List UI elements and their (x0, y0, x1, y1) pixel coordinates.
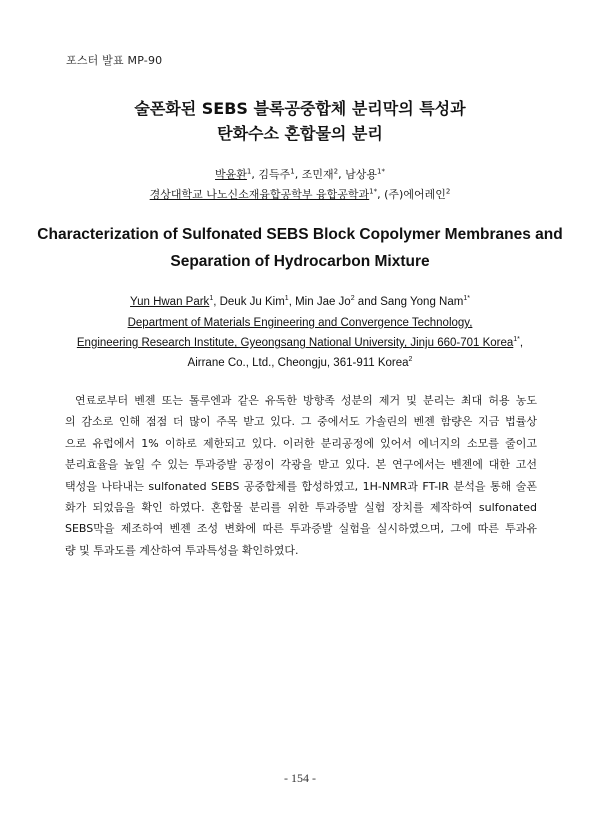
english-affiliation-line-1-text: Department of Materials Engineering and Convergence Technology, (127, 317, 473, 329)
english-author-1: Yun Hwan Park (130, 296, 210, 308)
korean-author-2: 김득주 (258, 168, 291, 181)
abstract-line: 으로 유럽에서 1% 이하로 제한되고 있다. 이러한 분리공정에 있어서 에너지의 소모를 줄이고 (65, 436, 537, 450)
abstract-paragraph (65, 390, 537, 561)
korean-author-3-sup: 2 (333, 167, 339, 176)
english-affiliation-line-3-sup: 2 (408, 356, 413, 364)
abstract-line: 택성을 나타내는 sulfonated SEBS 공중합체를 합성하였고, 1H-NMR과 FT-IR 분석을 통해 술폰 (65, 479, 537, 493)
abstract-line: 분리효율을 높일 수 있는 투과증발 공정이 각광을 받고 있다. 본 연구에서는 벤젠에 대한 고선 (65, 458, 537, 472)
page-number: - 154 - (284, 771, 316, 785)
abstract-line: 량 및 투과도를 계산하여 투과특성을 확인하였다. (65, 543, 299, 557)
korean-author-4: 남상용 (345, 168, 377, 181)
korean-affiliation-second: (주)에어레인 (384, 188, 446, 201)
korean-affiliation-second-sup: 2 (445, 187, 451, 196)
korean-author-1: 박윤환 (215, 168, 247, 181)
english-affiliation-line-2: Engineering Research Institute, Gyeongsang National University, Jinju 660-701 Korea$^{1*}$, (76, 336, 524, 349)
english-author-3-sup: 2 (350, 295, 355, 303)
english-affiliation-line-2-text: Engineering Research Institute, Gyeongsang National University, Jinju 660-701 Korea (76, 337, 514, 349)
korean-affiliation: 경상대학교 나노신소재융합공학부 융합공학과$^{1*}$, (주)에어레인$^2$ (149, 187, 451, 201)
english-author-2: Deuk Ju Kim (219, 296, 285, 308)
english-author-1-sup: 1 (209, 295, 214, 303)
english-authors: Yun Hwan Park$^1$, Deuk Ju Kim$^1$, Min Jae Jo$^2$ and Sang Yong Nam$^{1*}$ (130, 295, 470, 308)
korean-author-1-sup: 1 (246, 167, 252, 176)
abstract-line: 의 감소로 인해 점점 더 많이 주목 받고 있다. 그 중에서도 가솔린의 벤젠 함량은 지금 법률상 (65, 415, 537, 429)
korean-affiliation-main: 경상대학교 나노신소재융합공학부 융합공학과 (149, 188, 370, 201)
abstract-line: SEBS막을 제조하여 벤젠 조성 변화에 따른 투과증발 실험을 실시하였으며, 그에 따른 투과유 (65, 522, 537, 536)
korean-title-line-1: 술폰화된 SEBS 블록공중합체 분리막의 특성과 (134, 99, 466, 118)
session-label: 포스터 발표 MP-90 (66, 54, 163, 67)
korean-author-4-sup: 1* (377, 167, 385, 176)
korean-affiliation-main-sup: 1* (369, 187, 378, 196)
abstract-line: 화가 되었음을 확인 하였다. 혼합물 분리를 위한 투과증발 실험 장치를 제작하여 sulfonated (65, 500, 537, 514)
english-affiliation-line-2-sup: 1* (513, 336, 520, 344)
english-title-line-2: Separation of Hydrocarbon Mixture (170, 253, 430, 270)
english-author-4-sup: 1* (463, 295, 470, 303)
korean-title-line-2: 탄화수소 혼합물의 분리 (217, 124, 383, 143)
korean-authors: 박윤환$^1$, 김득주$^1$, 조민재$^2$, 남상용$^{1*}$ (215, 167, 385, 181)
english-affiliation-line-1 (0, 317, 600, 329)
english-affiliation-line-3 (0, 357, 600, 369)
korean-author-3: 조민재 (301, 168, 334, 181)
english-author-4: Sang Yong Nam (380, 296, 464, 308)
english-author-2-sup: 1 (284, 295, 289, 303)
english-title-line-1: Characterization of Sulfonated SEBS Block Copolymer Membranes and (37, 226, 563, 243)
english-author-3: Min Jae Jo (295, 296, 351, 308)
english-affiliation-line-3-text: Airrane Co., Ltd., Cheongju, 361-911 Korea (187, 357, 409, 369)
korean-author-2-sup: 1 (290, 167, 295, 176)
abstract-line: 연료로부터 벤젠 또는 톨루엔과 같은 유독한 방향족 성분의 제거 및 분리는 최대 허용 농도 (75, 394, 537, 407)
